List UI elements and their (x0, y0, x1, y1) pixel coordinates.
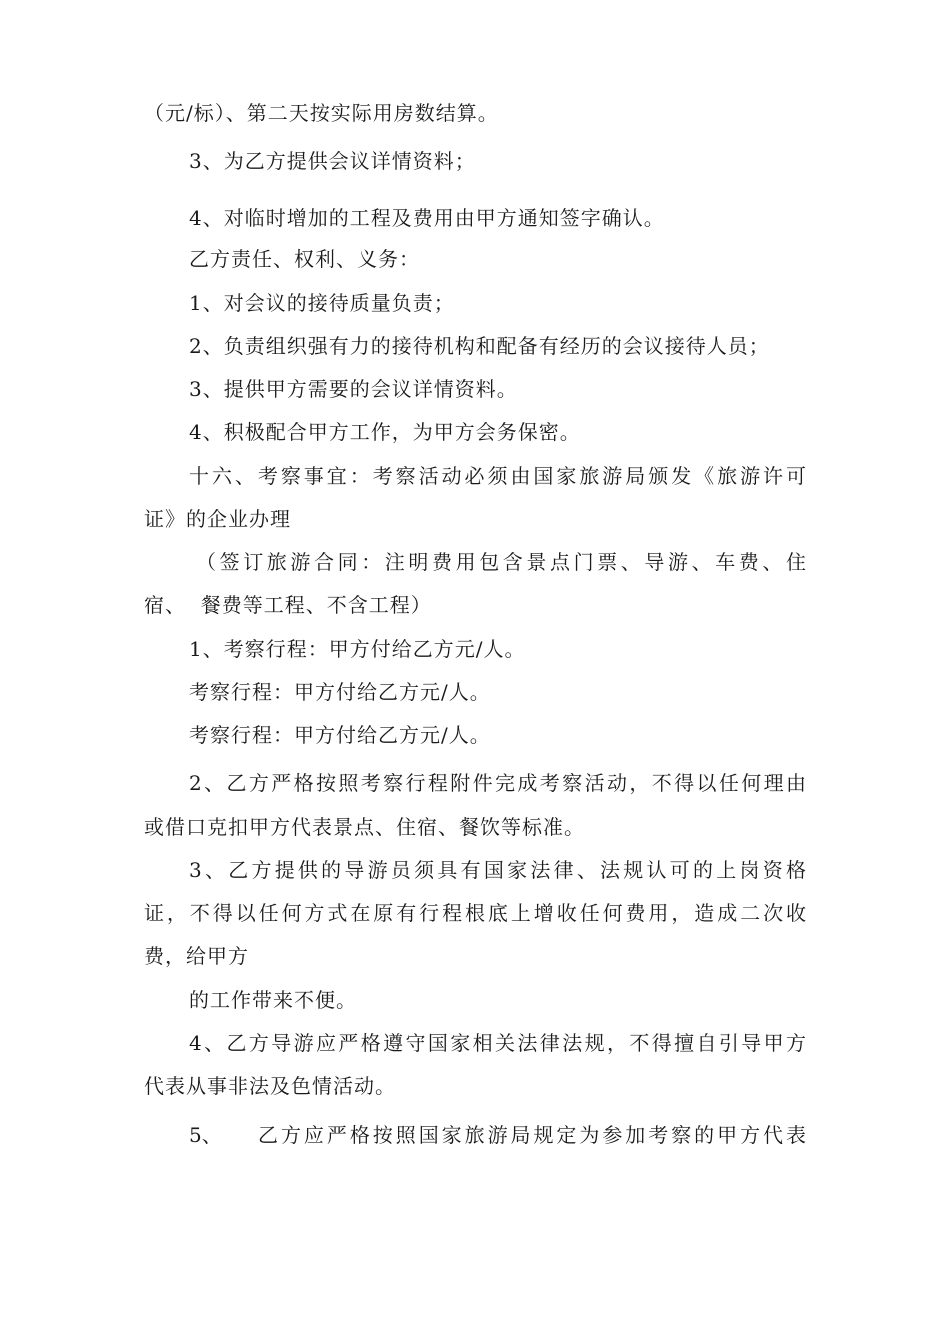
paragraph-line: （签订旅游合同：注明费用包含景点门票、导游、车费、住 (196, 550, 806, 574)
paragraph-line: 十六、考察事宜：考察活动必须由国家旅游局颁发《旅游许可 (189, 464, 806, 488)
paragraph-line: 的工作带来不便。 (189, 988, 357, 1012)
paragraph-line: 3、乙方提供的导游员须具有国家法律、法规认可的上岗资格 (189, 858, 806, 882)
paragraph-line: （元/标）、第二天按实际用房数结算。 (144, 101, 499, 125)
paragraph-line: 4、乙方导游应严格遵守国家相关法律法规，不得擅自引导甲方 (189, 1031, 806, 1055)
paragraph-line: 宿、 餐费等工程、不含工程） (144, 593, 432, 617)
paragraph-line: 3、为乙方提供会议详情资料； (189, 149, 476, 173)
paragraph-line: 3、提供甲方需要的会议详情资料。 (189, 377, 518, 401)
paragraph-line: 4、对临时增加的工程及费用由甲方通知签字确认。 (189, 206, 665, 230)
paragraph-line: 考察行程：甲方付给乙方元/人。 (189, 723, 491, 747)
section-heading: 乙方责任、权利、义务： (189, 247, 420, 271)
paragraph-line: 考察行程：甲方付给乙方元/人。 (189, 680, 491, 704)
paragraph-line: 1、考察行程：甲方付给乙方元/人。 (189, 637, 526, 661)
paragraph-line: 4、积极配合甲方工作，为甲方会务保密。 (189, 420, 581, 444)
paragraph-line: 或借口克扣甲方代表景点、住宿、餐饮等标准。 (144, 815, 585, 839)
paragraph-line: 乙方应严格按照国家旅游局规定为参加考察的甲方代表 (258, 1123, 806, 1147)
paragraph-line: 2、负责组织强有力的接待机构和配备有经历的会议接待人员； (189, 334, 770, 358)
paragraph-line: 1、对会议的接待质量负责； (189, 291, 455, 315)
paragraph-line: 2、乙方严格按照考察行程附件完成考察活动，不得以任何理由 (189, 771, 806, 795)
paragraph-line: 证》的企业办理 (144, 507, 291, 531)
paragraph-line: 代表从事非法及色情活动。 (144, 1074, 396, 1098)
paragraph-line: 费，给甲方 (144, 944, 249, 968)
item-number: 5、 (189, 1123, 222, 1147)
paragraph-line: 证，不得以任何方式在原有行程根底上增收任何费用，造成二次收 (144, 901, 806, 925)
